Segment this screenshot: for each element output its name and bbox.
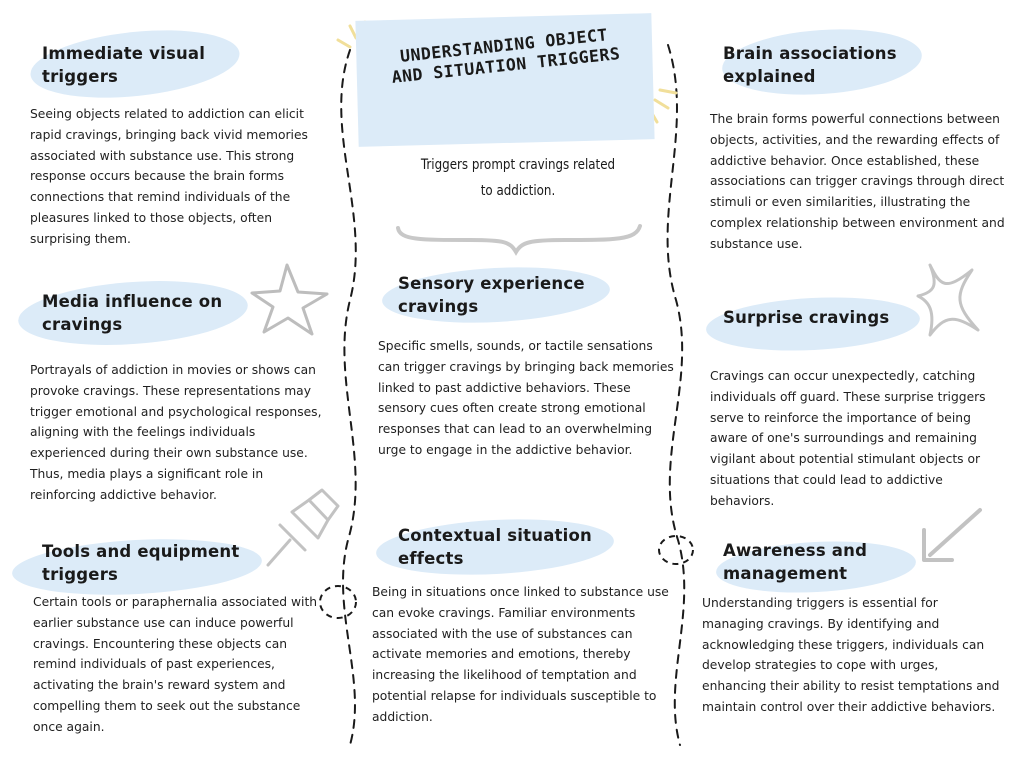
section-text-immediate-visual: Seeing objects related to addiction can elicit rapid cravings, bringing back vivid memories associated with substance use. This strong response occurs because the brain forms connections that remind individuals of the pleasures linked to those objects, often surprising them. <box>30 107 308 246</box>
section-text-contextual-situation: Being in situations once linked to substance use can evoke cravings. Familiar environments associated with the use of substances can activate memories and emotions, thereby increasing the likelihood of temptation and potential relapse for individuals susceptible to addiction. <box>372 585 669 724</box>
section-text-tools-equipment: Certain tools or paraphernalia associated with earlier substance use can induce powerful cravings. Encountering these objects can remind individuals of past experiences, activating the brain's reward system and compelling them to seek out the substance once again. <box>33 595 318 734</box>
section-heading-awareness-management: Awareness and management <box>723 541 868 583</box>
left-dashed-divider <box>341 50 356 745</box>
page-subtitle: Triggers prompt cravings related to addiction. <box>420 157 616 199</box>
section-text-media-influence: Portrayals of addiction in movies or shows can provoke cravings. These representations may trigger emotional and psychological responses, aligning with the feelings individuals experienced during their own substance use. Thus, media plays a significant role in reinforcing addictive behavior. <box>30 363 322 502</box>
left-dashed-loop <box>320 586 356 618</box>
section-text-sensory-experience: Specific smells, sounds, or tactile sensations can trigger cravings by bringing back memories linked to past addictive behaviors. These sensory cues often create strong emotional responses that can lead to an overwhelming urge to engage in the addictive behavior. <box>378 339 674 457</box>
section-heading-media-influence: Media influence on cravings <box>42 292 223 334</box>
sparkle-icon <box>918 265 978 335</box>
brace-icon <box>398 226 640 252</box>
section-heading-contextual-situation: Contextual situation effects <box>398 526 592 568</box>
arrow-icon <box>924 510 980 560</box>
section-heading-sensory-experience: Sensory experience cravings <box>398 274 585 316</box>
section-heading-tools-equipment: Tools and equipment triggers <box>42 542 240 584</box>
right-dashed-loop <box>659 536 693 564</box>
section-text-awareness-management: Understanding triggers is essential for managing cravings. By identifying and acknowledging these triggers, individuals can develop strategies to cope with urges, enhancing their ability to resist temptations and maintain control over their addictive behaviors. <box>702 596 1000 714</box>
page-title: UNDERSTANDING OBJECT AND SITUATION TRIGGERS <box>390 25 622 87</box>
section-text-surprise-cravings: Cravings can occur unexpectedly, catching individuals off guard. These surprise triggers serve to reinforce the importance of being aware of one's surroundings and remaining vigilant about potential stimulant objects or situations that could lead to addictive behaviors. <box>710 369 986 508</box>
section-heading-brain-associations: Brain associations explained <box>723 44 897 86</box>
section-heading-surprise-cravings: Surprise cravings <box>723 308 890 327</box>
section-heading-immediate-visual: Immediate visual triggers <box>42 44 206 86</box>
section-text-brain-associations: The brain forms powerful connections between objects, activities, and the rewarding effects of addictive behavior. Once established, these associations can trigger cravings through direct stimuli or even similarities, illustrating the complex relationship between environment and substance use. <box>710 112 1005 251</box>
star-icon <box>252 265 327 334</box>
